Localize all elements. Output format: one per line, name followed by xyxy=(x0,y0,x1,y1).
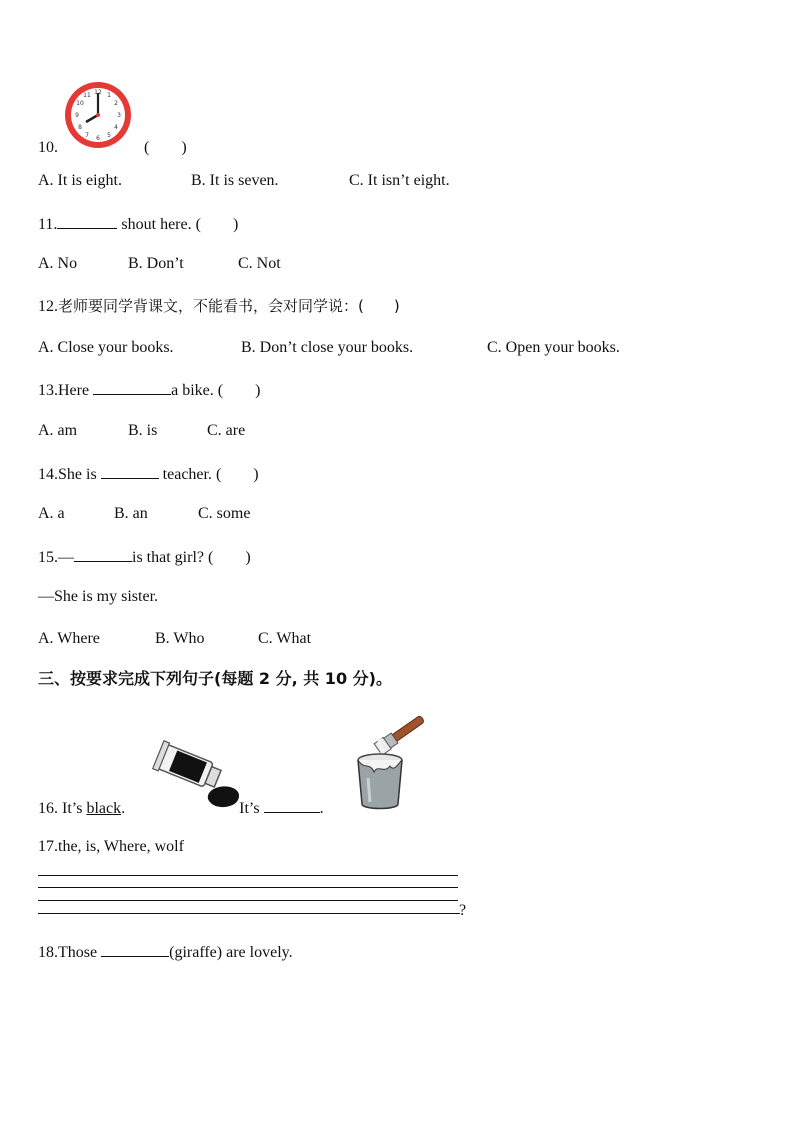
option-c: C. What xyxy=(258,630,312,647)
question-text-pre: She is xyxy=(58,466,101,483)
question-words: the, is, Where, wolf xyxy=(58,838,184,855)
question-text-post: teacher. ( ) xyxy=(158,466,259,483)
question-number: 13. xyxy=(38,382,58,399)
section-heading: 三、按要求完成下列句子(每题 2 分, 共 10 分)。 xyxy=(38,669,392,688)
option-c: C. It isn’t eight. xyxy=(349,172,450,189)
question-text-post: is that girl? ( ) xyxy=(132,549,251,566)
question-number: 15. xyxy=(38,549,58,566)
answer-blank[interactable] xyxy=(57,213,117,229)
question-text: 老师要同学背课文，不能看书，会对同学说：( ) xyxy=(58,297,400,315)
option-a: A. am xyxy=(38,422,78,439)
question-16 xyxy=(38,797,324,819)
question-15 xyxy=(38,546,251,568)
answer-blank[interactable] xyxy=(74,546,132,562)
question-14 xyxy=(38,463,259,485)
question-end-mark: ? xyxy=(459,902,467,919)
question-number: 10. xyxy=(38,139,58,156)
question-number: 12. xyxy=(38,298,58,315)
question-dot-2: . xyxy=(319,800,324,817)
answer-paren: ( ) xyxy=(144,139,187,156)
option-b: B. is xyxy=(128,422,158,439)
svg-text:7: 7 xyxy=(85,132,89,139)
answer-blank[interactable] xyxy=(101,941,169,957)
answer-blank[interactable] xyxy=(264,797,320,813)
svg-text:6: 6 xyxy=(96,135,100,142)
question-text-pre: Those xyxy=(58,944,102,961)
question-10-options xyxy=(38,171,450,191)
question-number: 14. xyxy=(38,466,58,483)
writing-line[interactable] xyxy=(38,913,460,914)
option-a: A. No xyxy=(38,255,78,272)
question-dot: . xyxy=(121,800,126,817)
question-14-options xyxy=(38,504,250,524)
question-12-options xyxy=(38,338,620,358)
svg-text:2: 2 xyxy=(114,100,118,107)
question-18 xyxy=(38,941,293,963)
writing-line[interactable] xyxy=(38,887,458,888)
option-b: B. Don’t xyxy=(128,255,184,272)
svg-text:9: 9 xyxy=(75,112,79,119)
option-c: C. Not xyxy=(238,255,281,272)
paint-bucket-icon xyxy=(350,708,434,812)
svg-text:10: 10 xyxy=(76,100,84,107)
question-text-post: (giraffe) are lovely. xyxy=(169,944,293,961)
svg-text:4: 4 xyxy=(114,124,118,131)
option-b: B. It is seven. xyxy=(191,172,279,189)
question-10 xyxy=(38,138,187,158)
option-a: A. a xyxy=(38,505,65,522)
question-text: shout here. ( ) xyxy=(117,216,239,233)
svg-text:1: 1 xyxy=(107,92,111,99)
question-13-options xyxy=(38,421,245,441)
question-17 xyxy=(38,837,184,857)
question-text-pre-2: It’s xyxy=(239,800,264,817)
question-text-post: a bike. ( ) xyxy=(171,382,261,399)
question-13 xyxy=(38,379,260,401)
option-a: A. Close your books. xyxy=(38,339,174,356)
question-text-pre: It’s xyxy=(58,800,87,817)
option-a: A. It is eight. xyxy=(38,172,122,189)
question-number: 17. xyxy=(38,838,58,855)
writing-line[interactable] xyxy=(38,900,458,901)
writing-line[interactable] xyxy=(38,875,458,876)
question-text-pre: — xyxy=(58,549,74,566)
question-number: 16. xyxy=(38,800,58,817)
option-c: C. some xyxy=(198,505,251,522)
question-15-options xyxy=(38,629,311,649)
question-12 xyxy=(38,296,400,317)
option-b: B. an xyxy=(114,505,148,522)
question-text-pre: Here xyxy=(58,382,94,399)
question-11 xyxy=(38,213,238,235)
svg-text:5: 5 xyxy=(107,132,111,139)
option-c: C. Open your books. xyxy=(487,339,620,356)
question-11-options xyxy=(38,254,281,274)
question-number: 18. xyxy=(38,944,58,961)
svg-text:11: 11 xyxy=(83,92,91,99)
question-15-answer: —She is my sister. xyxy=(38,588,159,605)
svg-text:12: 12 xyxy=(94,89,102,96)
svg-text:3: 3 xyxy=(117,112,121,119)
option-b: B. Who xyxy=(155,630,205,647)
question-number: 11. xyxy=(38,216,58,233)
answer-blank[interactable] xyxy=(93,379,171,395)
svg-text:8: 8 xyxy=(78,124,82,131)
option-a: A. Where xyxy=(38,630,100,647)
option-b: B. Don’t close your books. xyxy=(241,339,414,356)
underlined-word: black xyxy=(86,800,122,817)
answer-blank[interactable] xyxy=(101,463,159,479)
option-c: C. are xyxy=(207,422,246,439)
